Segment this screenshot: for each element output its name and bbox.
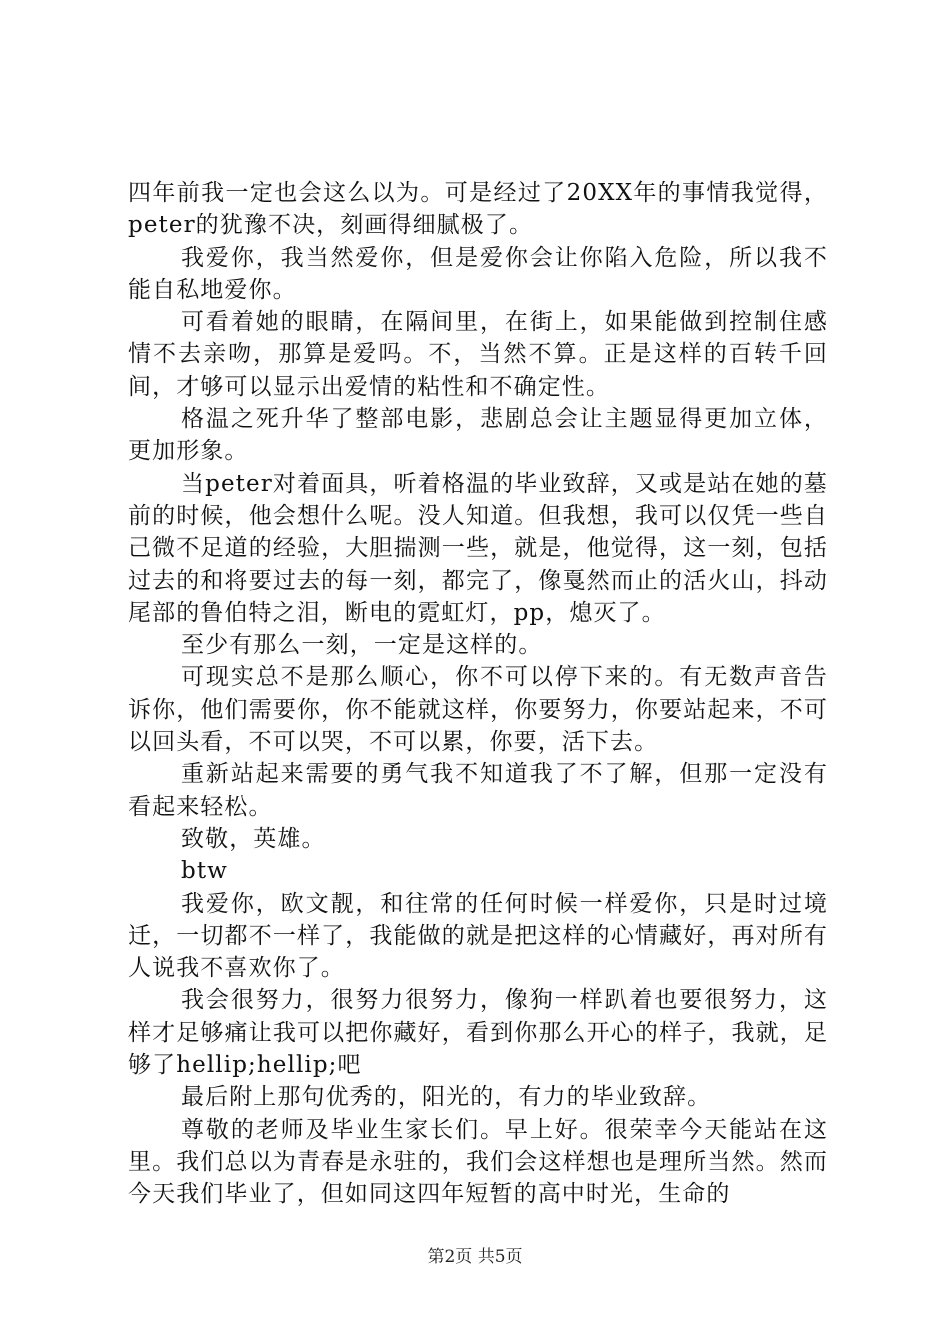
paragraph-11: 我爱你，欧文靓，和往常的任何时候一样爱你，只是时过境迁，一切都不一样了，我能做的就是把这样的心情藏好，再对所有人说我不喜欢你了。 <box>128 890 828 982</box>
paragraph-10: btw <box>181 858 228 885</box>
paragraph-8: 重新站起来需要的勇气我不知道我了不了解，但那一定没有看起来轻松。 <box>128 761 828 820</box>
paragraph-5: 当peter对着面具，听着格温的毕业致辞，又或是站在她的墓前的时候，他会想什么呢。没人知道。但我想，我可以仅凭一些自己微不足道的经验，大胆揣测一些，就是，他觉得，这一刻，包括过去的和将要过去的每一刻，都完了，像戛然而止的活火山，抖动尾部的鲁伯特之泪，断电的霓虹灯，pp，熄灭了。 <box>128 470 828 626</box>
paragraph-14: 尊敬的老师及毕业生家长们。早上好。很荣幸今天能站在这里。我们总以为青春是永驻的，我们会这样想也是理所当然。然而今天我们毕业了，但如同这四年短暂的高中时光，生命的 <box>128 1116 828 1208</box>
paragraph-4: 格温之死升华了整部电影，悲剧总会让主题显得更加立体，更加形象。 <box>128 406 828 465</box>
paragraph-12: 我会很努力，很努力很努力，像狗一样趴着也要很努力，这样才足够痛让我可以把你藏好，看到你那么开心的样子，我就，足够了hellip;hellip;吧 <box>128 987 828 1079</box>
document-body <box>128 177 828 1211</box>
paragraph-3: 可看着她的眼睛，在隔间里，在街上，如果能做到控制住感情不去亲吻，那算是爱吗。不，当然不算。正是这样的百转千回间，才够可以显示出爱情的粘性和不确定性。 <box>128 309 828 400</box>
paragraph-6: 至少有那么一刻，一定是这样的。 <box>181 632 543 659</box>
paragraph-13: 最后附上那句优秀的，阳光的，有力的毕业致辞。 <box>181 1084 712 1111</box>
paragraph-1: 四年前我一定也会这么以为。可是经过了20XX年的事情我觉得，peter的犹豫不决，刻画得细腻极了。 <box>128 180 828 239</box>
paragraph-7: 可现实总不是那么顺心，你不可以停下来的。有无数声音告诉你，他们需要你，你不能就这样，你要努力，你要站起来，不可以回头看，不可以哭，不可以累，你要，活下去。 <box>128 664 828 756</box>
paragraph-9: 致敬，英雄。 <box>181 825 326 852</box>
paragraph-2: 我爱你，我当然爱你，但是爱你会让你陷入危险，所以我不能自私地爱你。 <box>128 244 828 303</box>
page-footer: 第2页 共5页 <box>427 1247 523 1267</box>
